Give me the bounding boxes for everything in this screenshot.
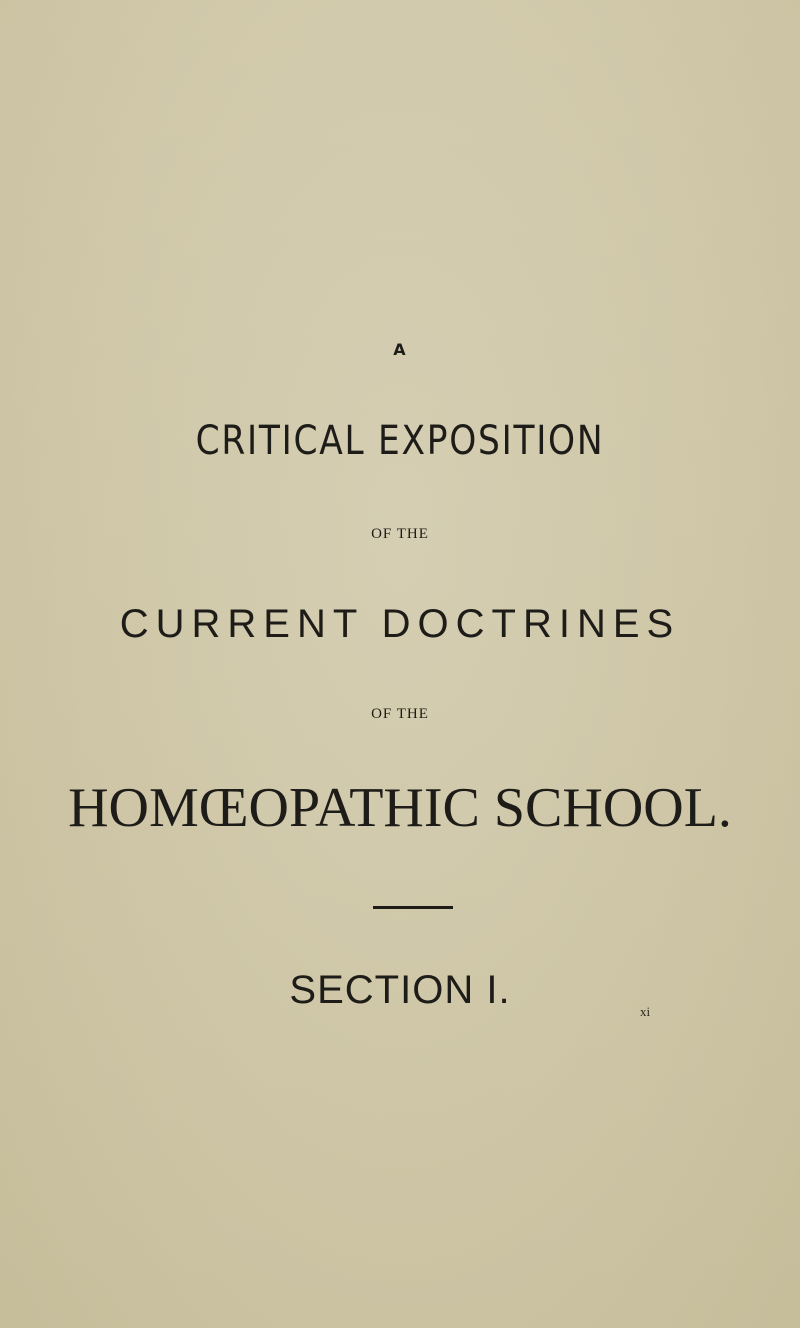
section-heading: SECTION I. bbox=[289, 968, 511, 1012]
title-connector-of-the-1: OF THE bbox=[371, 526, 429, 542]
page-number: xi bbox=[640, 1004, 651, 1019]
title-line-homoeopathic-school: HOMŒOPATHIC SCHOOL. bbox=[68, 777, 732, 839]
title-connector-of-the-2: OF THE bbox=[371, 706, 429, 722]
title-article: A bbox=[393, 340, 407, 359]
horizontal-rule bbox=[373, 906, 453, 909]
title-line-critical-exposition: CRITICAL EXPOSITION bbox=[195, 418, 605, 464]
title-line-current-doctrines: CURRENT DOCTRINES bbox=[119, 602, 681, 646]
